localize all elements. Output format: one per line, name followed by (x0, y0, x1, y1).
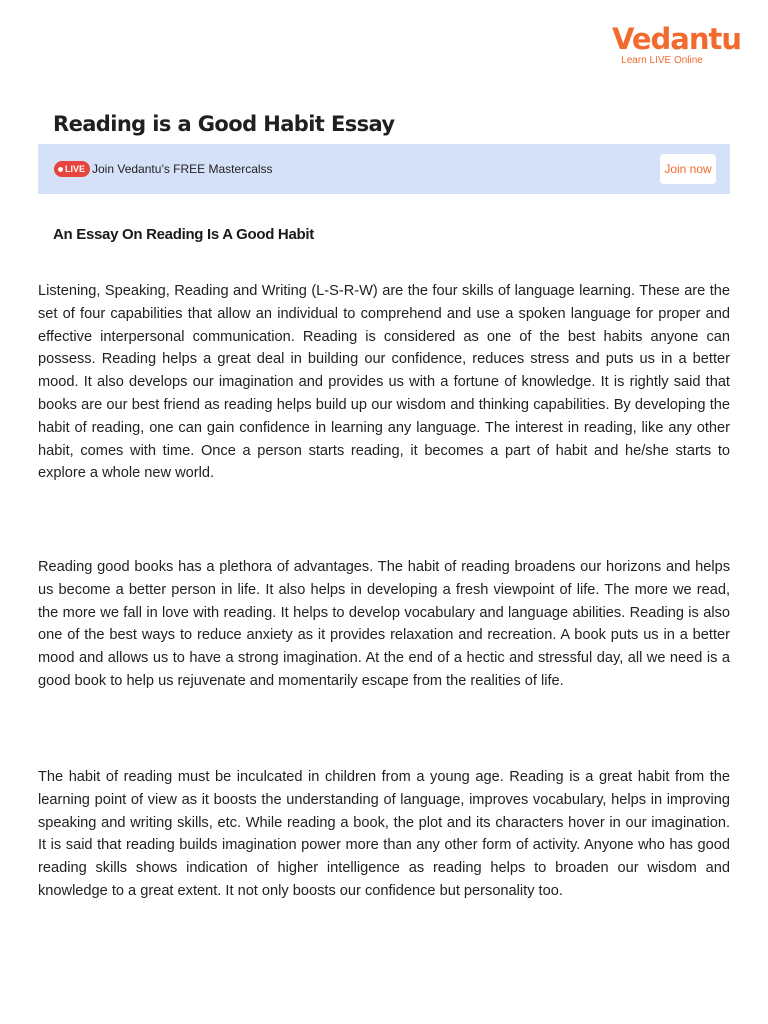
essay-paragraph-2: Reading good books has a plethora of advantages. The habit of reading broadens our horizons and helps us become a better person in life. It also helps in developing a fresh viewpoint of life. The more we read, the more we fall in love with reading. It helps to develop vocabulary and language abilities. Reading is also one of the best ways to reduce anxiety as it provides relaxation and recreation. A book puts us in a better mood and allows us to have a strong imagination. At the end of a hectic and stressful day, all we need is a good book to help us rejuvenate and momentarily escape from the realities of life. (38, 559, 730, 689)
live-dot-icon (58, 167, 63, 172)
logo-tagline: Learn LIVE Online (621, 55, 703, 66)
live-badge (54, 161, 90, 177)
banner-text: Join Vedantu’s FREE Mastercalss (92, 162, 273, 176)
essay-subtitle: An Essay On Reading Is A Good Habit (53, 226, 314, 243)
page-title: Reading is a Good Habit Essay (53, 112, 395, 136)
logo-wordmark: Vedantu (612, 22, 742, 56)
essay-paragraph-3: The habit of reading must be inculcated in children from a young age. Reading is a great habit from the learning point of view as it boosts the understanding of language, improves vocabulary, helps in improving speaking and writing skills, etc. While reading a book, the plot and its characters hover in our imagination. It is said that reading builds imagination power more than any other form of activity. Anyone who has good reading skills shows indication of higher intelligence as reading helps to broaden our wisdom and knowledge to a great extent. It not only boosts our confidence but personality too. (38, 769, 730, 899)
live-badge-label: LIVE (65, 164, 86, 174)
vedantu-logo[interactable] (612, 22, 742, 67)
essay-paragraph-1: Listening, Speaking, Reading and Writing (L-S-R-W) are the four skills of language learning. These are the set of four capabilities that allow an individual to comprehend and use a spoken language for proper and effective interpersonal communication. Reading is considered as one of the best habits anyone can possess. Reading helps a great deal in building our confidence, reduces stress and puts us in a better mood. It also develops our imagination and provides us with a fortune of knowledge. It is rightly said that books are our best friend as reading helps build up our wisdom and thinking capabilities. By developing the habit of reading, one can gain confidence in learning any language. The interest in reading, like any other habit, comes with time. Once a person starts reading, it becomes a part of habit and he/she starts to explore a whole new world. (38, 283, 730, 482)
join-now-button[interactable]: Join now (660, 154, 716, 184)
masterclass-banner (38, 144, 730, 194)
